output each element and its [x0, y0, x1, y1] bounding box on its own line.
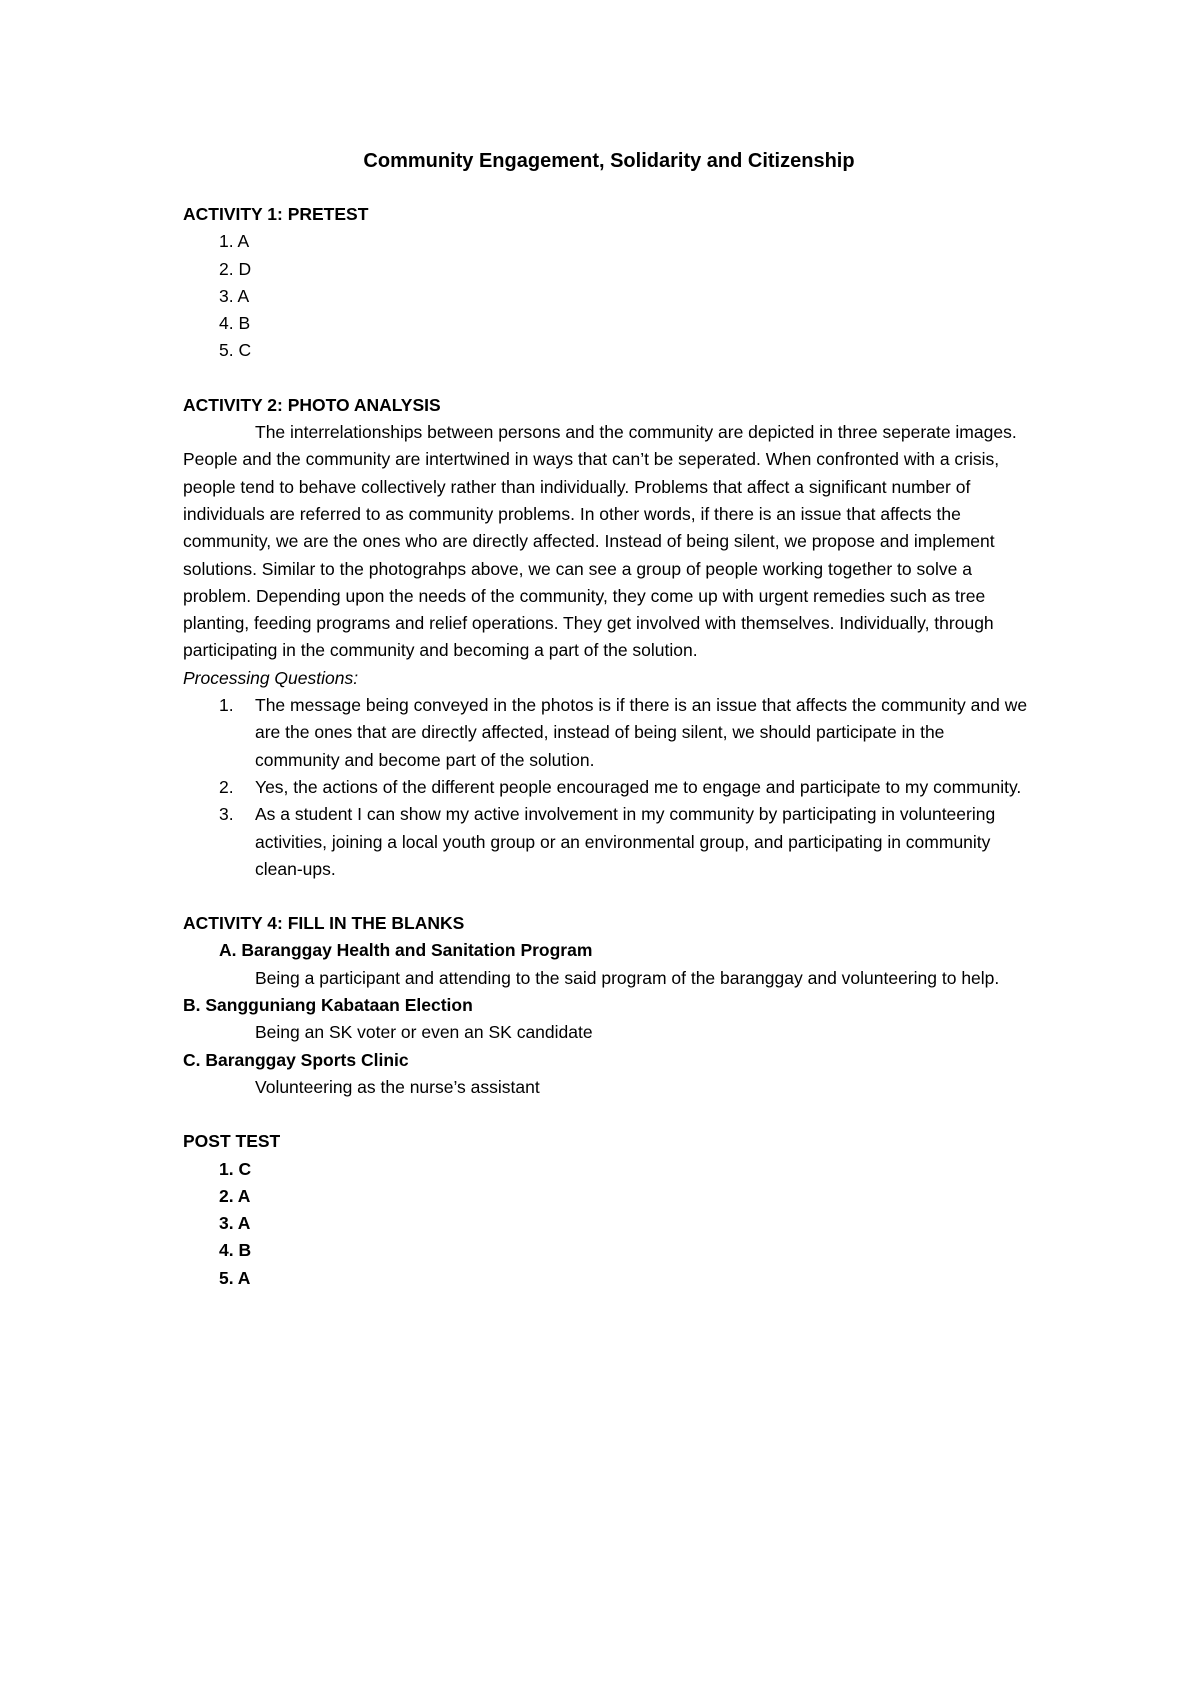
pretest-answer: 4. B: [219, 313, 251, 334]
fill-blank-answer-a: Being a participant and attending to the said program of the baranggay and volunteering to help.: [255, 967, 1000, 988]
activity1-heading: ACTIVITY 1: PRETEST: [183, 204, 369, 224]
processing-question: [183, 774, 1033, 801]
fill-blank-label-c: C. Baranggay Sports Clinic: [183, 1049, 409, 1070]
pretest-answer: 2. D: [219, 258, 252, 279]
section-spacer: [183, 883, 1033, 910]
photo-analysis-paragraph: The interrelationships between persons and the community are depicted in three seperate images. People and the community are intertwined in ways that can’t be seperated. When confronted with a crisis, people tend to behave collectively rather than individually. Problems that affect a significant number of individuals are referred to as community problems. In other words, if there is an issue that affects the community, we are the ones who are directly affected. Instead of being silent, we propose and implement solutions. Similar to the photograhps above, we can see a group of people working together to solve a problem. Depending upon the needs of the community, they come up with urgent remedies such as tree planting, feeding programs and relief operations. They get involved with themselves. Individually, through participating in the community and becoming a part of the solution.: [183, 422, 1017, 661]
question-number: 3.: [219, 804, 234, 825]
document-body: [183, 147, 1033, 1292]
fill-blank-label-b: B. Sangguniang Kabataan Election: [183, 995, 473, 1016]
activity4-heading: ACTIVITY 4: FILL IN THE BLANKS: [183, 913, 465, 934]
question-answer-text: Yes, the actions of the different people encouraged me to engage and participate to my community.: [255, 776, 1022, 797]
posttest-answer-list: [183, 1156, 1033, 1292]
fill-blank-label-a: A. Baranggay Health and Sanitation Program: [219, 940, 593, 961]
pretest-answer: 3. A: [219, 285, 250, 306]
question-number: 2.: [219, 776, 234, 797]
section-spacer: [183, 1101, 1033, 1128]
processing-questions-label: Processing Questions:: [183, 667, 359, 688]
processing-question: [183, 692, 1033, 774]
processing-questions-list: [183, 692, 1033, 883]
question-answer-text: As a student I can show my active involvement in my community by participating in volunteering activities, joining a local youth group or an environmental group, and participating in community clean-ups.: [255, 804, 996, 879]
processing-question: [183, 801, 1033, 883]
pretest-answer: 5. C: [219, 340, 252, 361]
posttest-answer: 3. A: [219, 1213, 251, 1234]
posttest-answer: 1. C: [219, 1158, 252, 1179]
pretest-answer: 1. A: [219, 231, 250, 252]
question-number: 1.: [219, 695, 234, 716]
activity2-heading: ACTIVITY 2: PHOTO ANALYSIS: [183, 394, 441, 415]
posttest-answer: 2. A: [219, 1185, 251, 1206]
document-title: Community Engagement, Solidarity and Citizenship: [363, 150, 855, 172]
posttest-answer: 4. B: [219, 1240, 252, 1261]
fill-blank-answer-b: Being an SK voter or even an SK candidate: [255, 1022, 593, 1043]
posttest-answer: 5. A: [219, 1267, 251, 1288]
pretest-answer-list: [183, 228, 1033, 364]
posttest-heading: POST TEST: [183, 1131, 281, 1152]
fill-blank-answer-c: Volunteering as the nurse’s assistant: [255, 1076, 540, 1097]
question-answer-text: The message being conveyed in the photos is if there is an issue that affects the community and we are the ones that are directly affected, instead of being silent, we should participate in the community and become part of the solution.: [255, 695, 1028, 770]
section-spacer: [183, 365, 1033, 392]
